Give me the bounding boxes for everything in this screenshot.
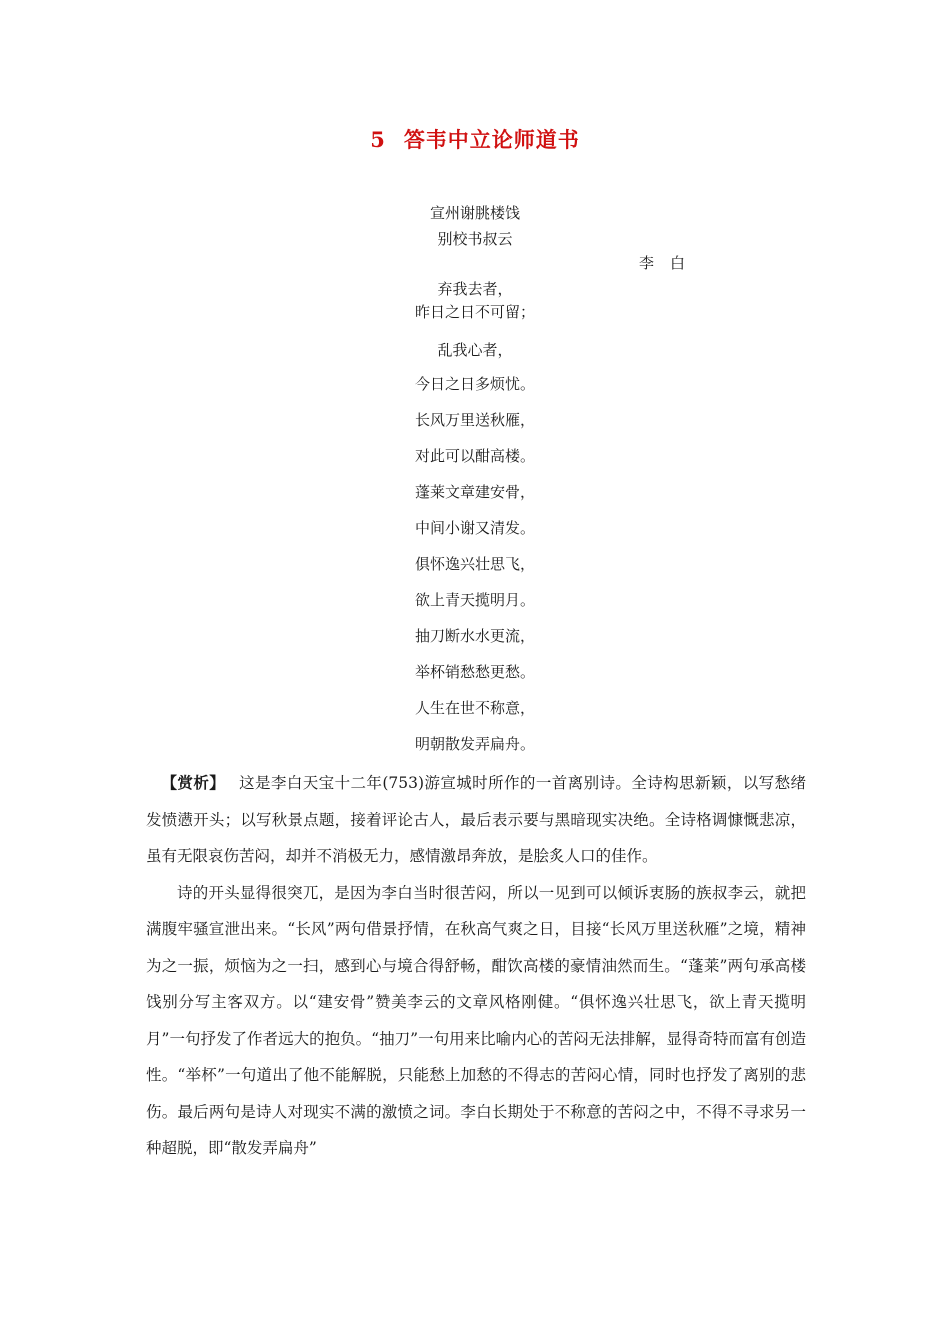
poem-line: 中间小谢又清发。 [414, 519, 535, 537]
poem-line: 举杯销愁愁更愁。 [414, 663, 535, 681]
page-title [0, 124, 950, 154]
poem-title-line-1: 宣州谢朓楼饯 [429, 204, 520, 222]
poem-line: 人生在世不称意， [414, 699, 535, 717]
poem-line: 欲上青天揽明月。 [414, 591, 535, 609]
poem-line: 蓬莱文章建安骨， [414, 483, 535, 501]
poem-line: 弃我去者， [437, 280, 513, 298]
poem-line: 俱怀逸兴壮思飞， [414, 555, 535, 573]
poem-line: 长风万里送秋雁， [414, 411, 535, 429]
poem-line: 抽刀断水水更流， [414, 627, 535, 645]
poem-line: 乱我心者， [437, 341, 513, 359]
lesson-title: 答韦中立论师道书 [403, 127, 580, 152]
poem-title-line-2: 别校书叔云 [437, 230, 513, 248]
poem-author: 李白 [639, 254, 702, 272]
commentary [146, 765, 806, 1167]
commentary-text-1: 这是李白天宝十二年(753)游宣城时所作的一首离别诗。全诗构思新颖，以写愁绪发愤懑开头；以写秋景点题，接着评论古人，最后表示要与黑暗现实决绝。全诗格调慷慨悲凉，虽有无限哀伤苦闷，却并不消极无力，感情激昂奔放，是脍炙人口的佳作。 [146, 774, 806, 865]
commentary-label: 【赏析】 [161, 773, 226, 792]
poem-line: 对此可以酣高楼。 [414, 447, 535, 465]
poem-line: 昨日之日不可留； [414, 303, 535, 321]
poem-line: 今日之日多烦忧。 [414, 375, 535, 393]
lesson-number: 5 [370, 127, 386, 152]
commentary-paragraph-1 [146, 765, 806, 875]
poem-line: 明朝散发弄扁舟。 [414, 735, 535, 753]
commentary-paragraph-2: 诗的开头显得很突兀，是因为李白当时很苦闷，所以一见到可以倾诉衷肠的族叔李云，就把满腹牢骚宣泄出来。“长风”两句借景抒情，在秋高气爽之日，目接“长风万里送秋雁”之境，精神为之一振，烦恼为之一扫，感到心与境合得舒畅，酣饮高楼的豪情油然而生。“蓬莱”两句承高楼饯别分写主客双方。以“建安骨”赞美李云的文章风格刚健。“俱怀逸兴壮思飞，欲上青天揽明月”一句抒发了作者远大的抱负。“抽刀”一句用来比喻内心的苦闷无法排解，显得奇特而富有创造性。“举杯”一句道出了他不能解脱，只能愁上加愁的不得志的苦闷心情，同时也抒发了离别的悲伤。最后两句是诗人对现实不满的激愤之词。李白长期处于不称意的苦闷之中，不得不寻求另一种超脱，即“散发弄扁舟” [146, 883, 806, 1157]
